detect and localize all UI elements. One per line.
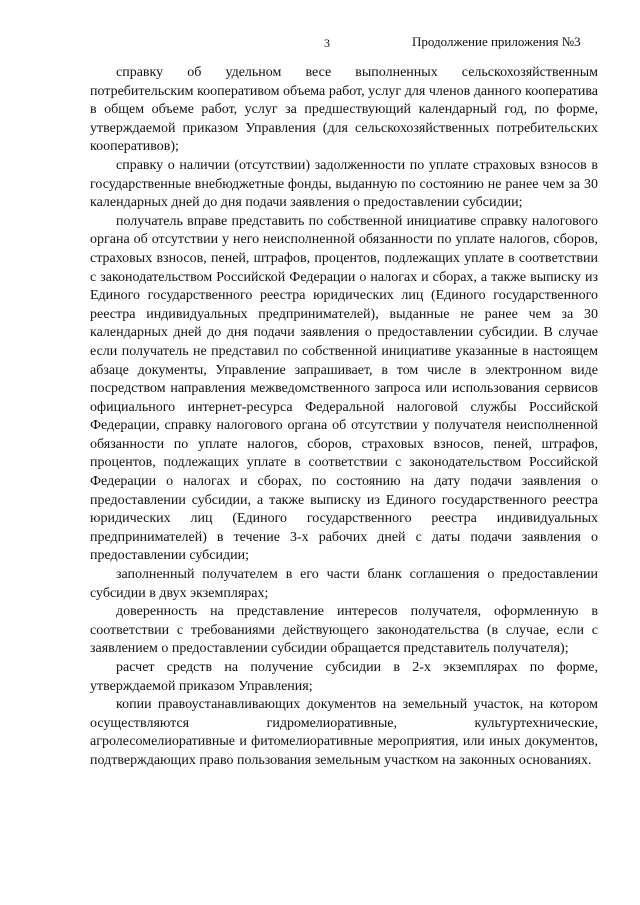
paragraph-cooperative-share: справку об удельном весе выполненных сельскохозяйственным потребительским кооперативом объема работ, услуг для членов данного кооператива в общем объеме работ, услуг за предшествующий календарный год, по форме, утверждаемой приказом Управления (для сельскохозяйственных потребительских кооперативов); — [90, 65, 598, 155]
paragraph-insurance-debt: справку о наличии (отсутствии) задолженности по уплате страховых взносов в государственные внебюджетные фонды, выданную по состоянию не ранее чем за 30 календарных дней до дня подачи заявления о предоставлении субсидии; — [90, 157, 598, 211]
paragraph-tax-certificate: получатель вправе представить по собственной инициативе справку налогового органа об отсутствии у него неисполненной обязанности по уплате налогов, сборов, страховых взносов, пеней, штрафов, процентов, подлежащих уплате в соответствии с законодательством Российской Федерации о налогах и сборах, а также выписку из Единого государственного реестра юридических лиц (Единого государственного реестра индивидуальных предпринимателей), выданные не ранее чем за 30 календарных дней до дня подачи заявления о предоставлении субсидии. В случае если получатель не представил по собственной инициативе указанные в настоящем абзаце документы, Управление запрашивает, в том числе в электронном виде посредством направления межведомственного запроса или использования сервисов официального интернет-ресурса Федеральной налоговой службы Российской Федерации, справку налогового органа об отсутствии у получателя неисполненной обязанности по уплате налогов, сборов, страховых взносов, пеней, штрафов, процентов, подлежащих уплате в соответствии с законодательством Российской Федерации о налогах и сборах, по состоянию на дату подачи заявления о предоставлении субсидии, а также выписку из Единого государственного реестра юридических лиц (Единого государственного реестра индивидуальных предпринимателей) в течение 3-х рабочих дней с даты подачи заявления о предоставлении субсидии; — [90, 213, 598, 564]
document-body — [90, 64, 598, 771]
continuation-note: Продолжение приложения №3 — [412, 34, 581, 49]
paragraph-power-of-attorney: доверенность на представление интересов получателя, оформленную в соответствии с требованиями действующего законодательства (в случае, если с заявлением о предоставлении субсидии обращается представитель получателя); — [90, 604, 598, 657]
paragraph-subsidy-calculation: расчет средств на получение субсидии в 2-х экземплярах по форме, утверждаемой приказом Управления; — [90, 660, 598, 694]
paragraph-land-documents: копии правоустанавливающих документов на земельный участок, на котором осуществляются гидромелиоративные, культуртехнические, агролесомелиоративные и фитомелиоративные мероприятия, или иных документов, подтверждающих право пользования земельным участком на законных основаниях. — [90, 697, 598, 768]
page-number: 3 — [324, 36, 330, 50]
paragraph-agreement-form: заполненный получателем в его части бланк соглашения о предоставлении субсидии в двух экземплярах; — [90, 567, 598, 601]
